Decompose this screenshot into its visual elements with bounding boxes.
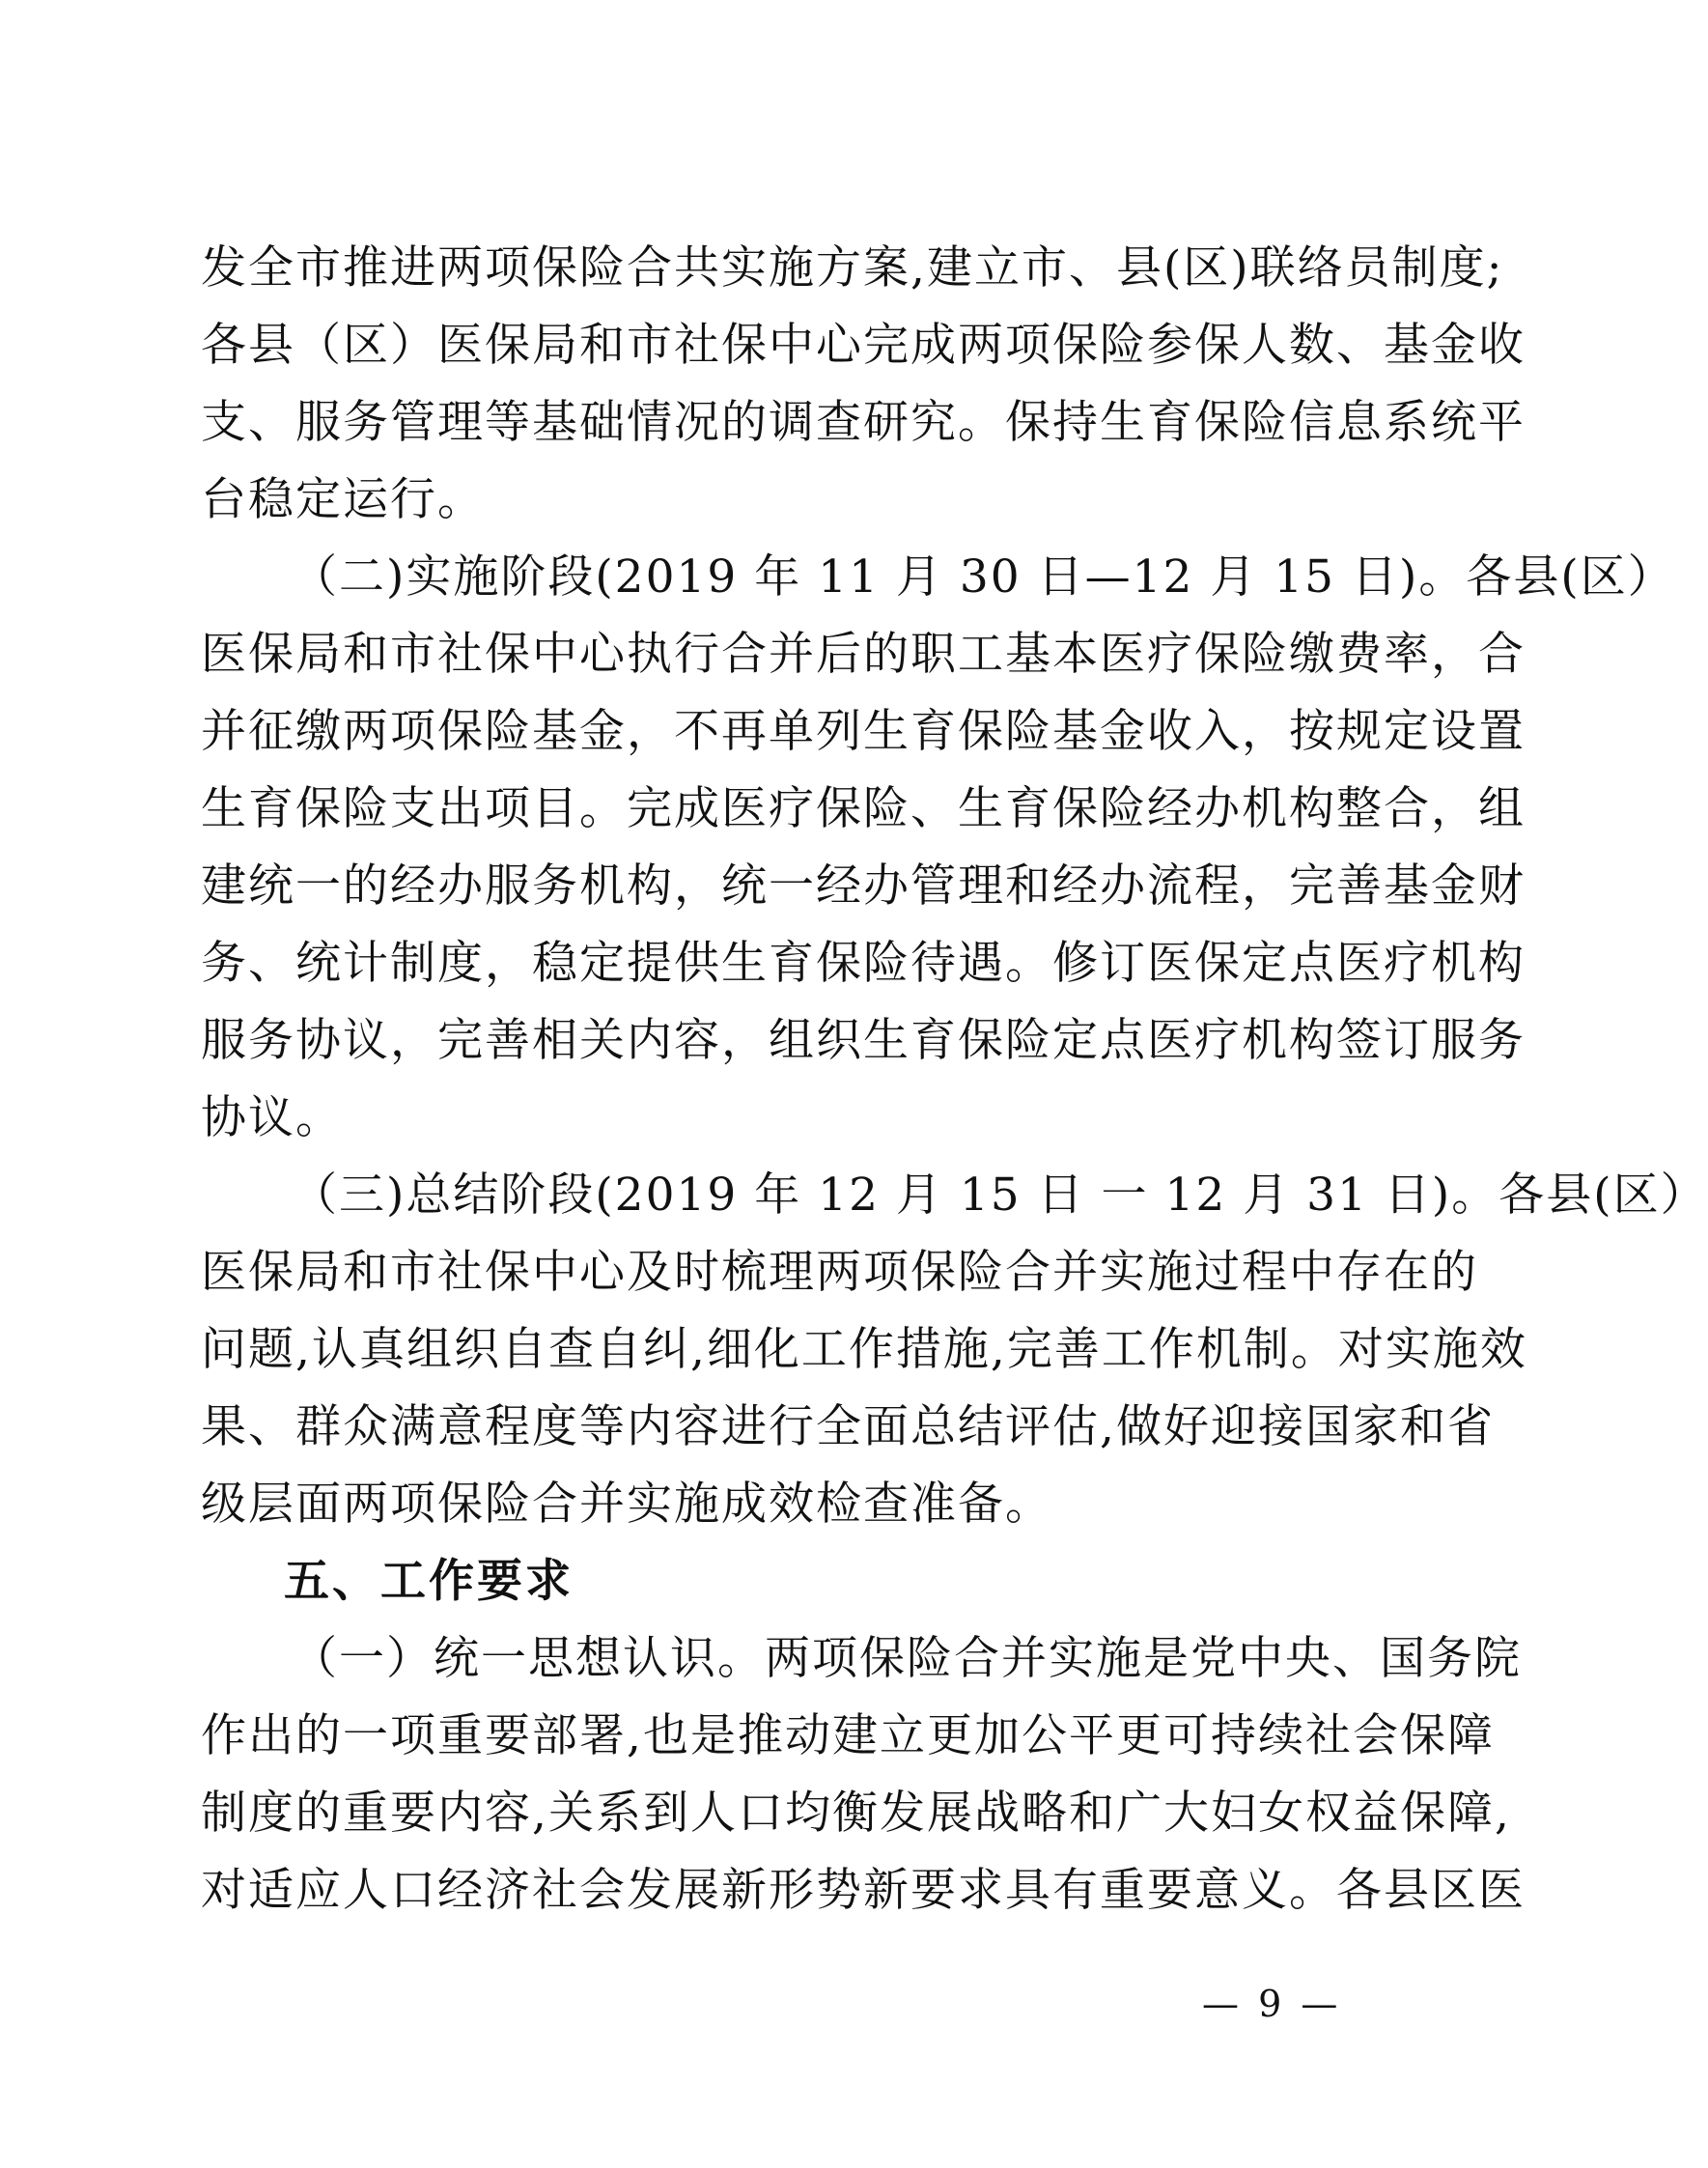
text-line: 台稳定运行。	[201, 473, 485, 526]
text-line: 协议。	[201, 1091, 343, 1144]
text-line: 医保局和市社保中心及时梳理两项保险合并实施过程中存在的	[201, 1246, 1478, 1299]
section-implementation-stage: （二)实施阶段(2019 年 11 月 30 日—12 月 15 日)。各县(区）	[292, 550, 1675, 604]
page-number: — 9 —	[1202, 1983, 1342, 2025]
text-line: 制度的重要内容,关系到人口均衡发展战略和广大妇女权益保障,	[201, 1787, 1511, 1840]
text-line: 服务协议，完善相关内容，组织生育保险定点医疗机构签订服务	[201, 1014, 1526, 1067]
text-line: 问题,认真组织自查自纠,细化工作措施,完善工作机制。对实施效	[201, 1323, 1527, 1376]
text-line: 务、统计制度，稳定提供生育保险待遇。修订医保定点医疗机构	[201, 937, 1526, 990]
section-unify-thinking: （一）统一思想认识。两项保险合并实施是党中央、国务院	[292, 1632, 1522, 1685]
text-line: 生育保险支出项目。完成医疗保险、生育保险经办机构整合，组	[201, 782, 1526, 835]
text-line: 作出的一项重要部署,也是推动建立更加公平更可持续社会保障	[201, 1709, 1495, 1762]
text-line: 果、群众满意程度等内容进行全面总结评估,做好迎接国家和省	[201, 1400, 1495, 1453]
text-line: 医保局和市社保中心执行合并后的职工基本医疗保险缴费率，合	[201, 628, 1526, 681]
text-line: 对适应人口经济社会发展新形势新要求具有重要意义。各县区医	[201, 1864, 1526, 1917]
text-line: 各县（区）医保局和市社保中心完成两项保险参保人数、基金收	[201, 319, 1526, 372]
text-line: 建统一的经办服务机构，统一经办管理和经办流程，完善基金财	[201, 859, 1526, 913]
text-line: 发全市推进两项保险合共实施方案,建立市、县(区)联络员制度;	[201, 241, 1504, 295]
text-line: 级层面两项保险合并实施成效检查准备。	[201, 1478, 1052, 1531]
text-line: 并征缴两项保险基金，不再单列生育保险基金收入，按规定设置	[201, 705, 1526, 758]
section-summary-stage: （三)总结阶段(2019 年 12 月 15 日 一 12 月 31 日)。各县(区）	[292, 1168, 1708, 1222]
text-line: 支、服务管理等基础情况的调查研究。保持生育保险信息系统平	[201, 396, 1526, 449]
section-heading-work-requirements: 五、工作要求	[284, 1555, 574, 1608]
